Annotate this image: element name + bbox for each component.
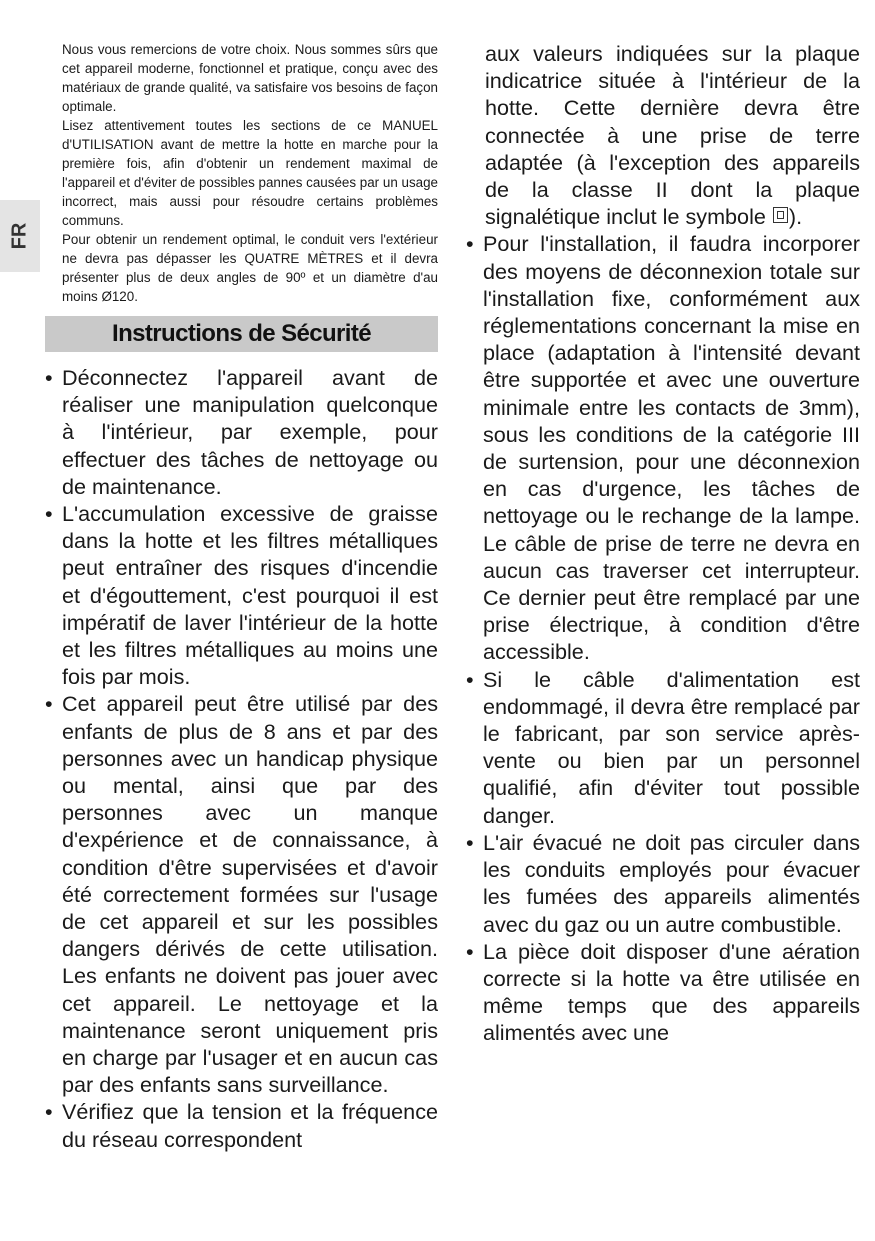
safety-item bbox=[466, 829, 860, 938]
safety-item bbox=[45, 500, 438, 690]
safety-item bbox=[466, 666, 860, 829]
safety-item-text: Vérifiez que la tension et la fréquence du réseau correspondent bbox=[62, 1099, 438, 1152]
safety-item-text: Si le câble d'alimentation est endommagé, il devra être remplacé par le fabricant, par son service après-vente ou bien par un personnel qualifié, afin d'éviter tout possible danger. bbox=[483, 666, 860, 828]
safety-item bbox=[45, 690, 438, 1098]
bullet-icon: • bbox=[45, 365, 53, 390]
safety-list-left bbox=[45, 364, 438, 1153]
safety-item bbox=[45, 1098, 438, 1152]
safety-item-text: L'accumulation excessive de graisse dans la hotte et les filtres métalliques peut entraîner des risques d'incendie et d'égouttement, c'est pourquoi il est impératif de laver l'intérieur de la hotte et les filtres métalliques au moins une fois par mois. bbox=[62, 501, 438, 690]
safety-item-text: Cet appareil peut être utilisé par des enfants de plus de 8 ans et par des personnes avec un handicap physique ou mental, ainsi que par des personnes avec un manque d'expérience et de connaissance, à condition d'être supervisées et d'avoir été correctement formées sur l'usage de cet appareil et sur les possibles dangers dérivés de cette utilisation. Les enfants ne doivent pas jouer avec cet appareil. Le nettoyage et la maintenance seront uniquement pris en charge par l'usager et en aucun cas par des enfants sans surveillance. bbox=[62, 691, 438, 1098]
safety-item bbox=[466, 230, 860, 665]
continued-text-start: aux valeurs indiquées sur la plaque indicatrice située à l'intérieur de la hotte. Cette dernière devra être connectée à une prise de terre adaptée (à l'exception des appareils de la classe II dont la plaque signalétique inclut le symbole bbox=[485, 41, 860, 230]
safety-item bbox=[466, 938, 860, 1047]
safety-item-text: La pièce doit disposer d'une aération correcte si la hotte va être utilisée en même temps que des appareils alimentés avec une bbox=[483, 938, 860, 1046]
bullet-icon: • bbox=[466, 231, 474, 257]
right-column bbox=[466, 40, 860, 1047]
safety-list-right bbox=[466, 230, 860, 1046]
bullet-icon: • bbox=[466, 666, 474, 692]
intro-paragraph-3: Pour obtenir un rendement optimal, le conduit vers l'extérieur ne devra pas dépasser les QUATRE MÈTRES et il devra présenter plus de deux angles de 90º et un diamètre d'au moins Ø120. bbox=[62, 232, 438, 304]
language-tab bbox=[0, 200, 40, 272]
safety-item bbox=[45, 364, 438, 500]
continued-text-end: ). bbox=[788, 204, 803, 230]
bullet-icon: • bbox=[466, 938, 474, 964]
intro-paragraph-2: Lisez attentivement toutes les sections de ce MANUEL d'UTILISATION avant de mettre la hotte en marche pour la première fois, afin d'obtenir un rendement maximal de l'appareil et d'éviter de possibles pannes causées par un usage incorrect, mais aussi pour résoudre certains problèmes communs. bbox=[62, 118, 438, 228]
safety-item-text: Pour l'installation, il faudra incorporer des moyens de déconnexion totale sur l'installation fixe, conformément aux réglementations concernant la mise en place (adaptation à l'intensité devant être supportée et avec une ouverture minimale entre les contacts de 3mm), sous les conditions de la catégorie III de surtension, pour une déconnexion en cas d'urgence, les tâches de nettoyage ou le rechange de la lampe. Le câble de prise de terre ne devra en aucun cas traverser cet interrupteur. Ce dernier peut être remplacé par une prise électrique, à condition d'être accessible. bbox=[483, 231, 860, 665]
left-column bbox=[45, 40, 438, 1153]
class-ii-symbol-icon bbox=[773, 207, 788, 223]
bullet-icon: • bbox=[45, 1099, 53, 1125]
intro-paragraph-1: Nous vous remercions de votre choix. Nous sommes sûrs que cet appareil moderne, fonctionnel et pratique, conçu avec des matériaux de grande qualité, va satisfaire vos besoins de façon optimale. bbox=[62, 42, 438, 114]
intro-text bbox=[45, 40, 438, 306]
safety-item-text: L'air évacué ne doit pas circuler dans les conduits employés pour évacuer les fumées des appareils alimentés avec du gaz ou un autre combustible. bbox=[483, 829, 860, 937]
continued-text bbox=[466, 40, 860, 230]
bullet-icon: • bbox=[45, 691, 53, 717]
safety-item-text: Déconnectez l'appareil avant de réaliser une manipulation quelconque à l'intérieur, par exemple, pour effectuer des tâches de nettoyage ou de maintenance. bbox=[62, 365, 438, 499]
bullet-icon: • bbox=[45, 501, 53, 527]
bullet-icon: • bbox=[466, 829, 474, 855]
section-title: Instructions de Sécurité bbox=[45, 316, 438, 352]
language-label: FR bbox=[8, 222, 31, 250]
